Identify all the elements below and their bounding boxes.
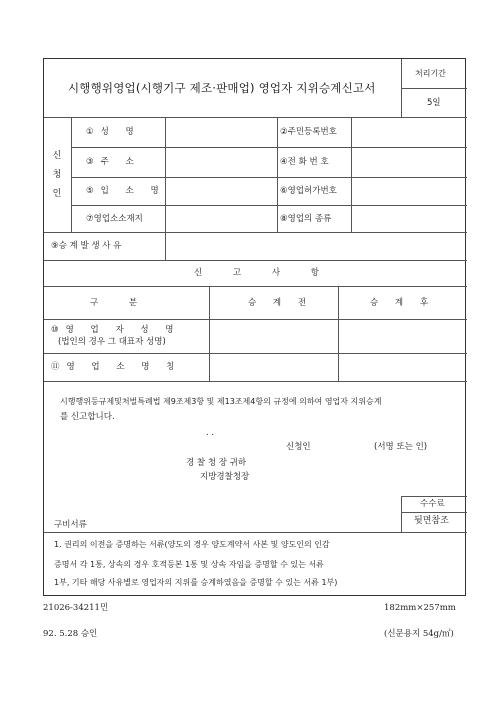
operator-name-label: ⑩영 업 자 성 명 <box>51 325 181 335</box>
documents-line-2: 증명서 각 1통, 상속의 경우 호적등본 1통 및 상속 자임을 증명할 수 있는 서류 <box>54 560 324 569</box>
divider <box>401 512 467 513</box>
applicant-label: 신 청 인 <box>52 151 62 199</box>
form-code: 21026-34211민 <box>43 603 109 613</box>
processing-value: 5일 <box>427 98 441 108</box>
resident-number-label: ②주민등록번호 <box>280 127 337 137</box>
divider <box>351 117 352 232</box>
documents-line-3: 1부, 기타 해당 사유별로 영업자의 지위를 승계하였음을 증명할 수 있는 서류 1부) <box>54 578 338 587</box>
divider <box>277 117 278 232</box>
divider <box>44 260 467 261</box>
divider <box>401 59 402 117</box>
sign-note: (서명 또는 인) <box>374 442 428 452</box>
column-before: 승 계 전 <box>248 298 314 308</box>
divider <box>338 286 339 381</box>
business-type-label: ⑧영업의 종류 <box>280 214 332 224</box>
declaration-line-2: 를 신고합니다. <box>60 412 115 422</box>
name-label: ①성 명 <box>86 127 141 137</box>
divider <box>44 117 467 118</box>
paper-spec: (신문용지 54g/㎡) <box>384 629 454 639</box>
business-location-label: ⑦영업소소재지 <box>86 214 143 224</box>
phone-label: ④전 화 번 호 <box>280 157 329 167</box>
fee-value: 뒷면참조 <box>414 516 449 526</box>
business-title-label: ⑪영 업 소 명 칭 <box>51 362 182 372</box>
divider <box>44 353 467 354</box>
address-label: ③주 소 <box>86 157 141 167</box>
form-title: 시행행위영업(시행기구 제조·판매업) 영업자 지위승계신고서 <box>68 81 376 95</box>
processing-label: 처리기간 <box>415 69 446 78</box>
business-name-label: ⑤입 소 명 <box>86 186 166 196</box>
divider <box>44 319 467 320</box>
declaration-line-1: 시행행위등규제및처벌특례법 제9조제3항 및 제13조제4항의 규정에 의하여 영업자 지위승계 <box>60 397 382 406</box>
divider <box>71 205 467 206</box>
column-category: 구 분 <box>90 298 152 308</box>
divider <box>71 117 72 232</box>
succession-reason-label: ⑨승 계 발 생 사 유 <box>51 241 122 251</box>
column-after: 승 계 후 <box>370 298 436 308</box>
divider <box>71 177 467 178</box>
divider <box>401 88 467 89</box>
recipient-line-1: 경 찰 청 장 귀하 <box>186 458 247 468</box>
fee-label: 수수료 <box>420 499 445 509</box>
applicant-sign: 신청인 <box>286 442 311 452</box>
divider <box>71 147 467 148</box>
divider <box>44 232 467 233</box>
divider <box>44 286 467 287</box>
divider <box>44 381 467 382</box>
report-form <box>43 58 466 596</box>
date-marks: . . <box>206 428 215 438</box>
report-section-header: 신 고 사 항 <box>194 268 333 278</box>
approval-date: 92. 5.28 승인 <box>43 629 98 639</box>
recipient-line-2: 지방경찰청장 <box>200 472 250 482</box>
divider <box>401 496 402 532</box>
divider <box>401 496 467 497</box>
documents-title: 구비서류 <box>54 520 87 530</box>
paper-size: 182mm×257mm <box>384 603 456 613</box>
divider <box>209 286 210 381</box>
divider <box>44 532 467 533</box>
operator-note: (법인의 경우 그 대표자 성명) <box>58 337 166 347</box>
license-number-label: ⑥영업허가번호 <box>280 186 337 196</box>
documents-line-1: 1. 권리의 이전을 증명하는 서류(양도의 경우 양도계약서 사본 및 양도인의 인감 <box>54 540 330 549</box>
